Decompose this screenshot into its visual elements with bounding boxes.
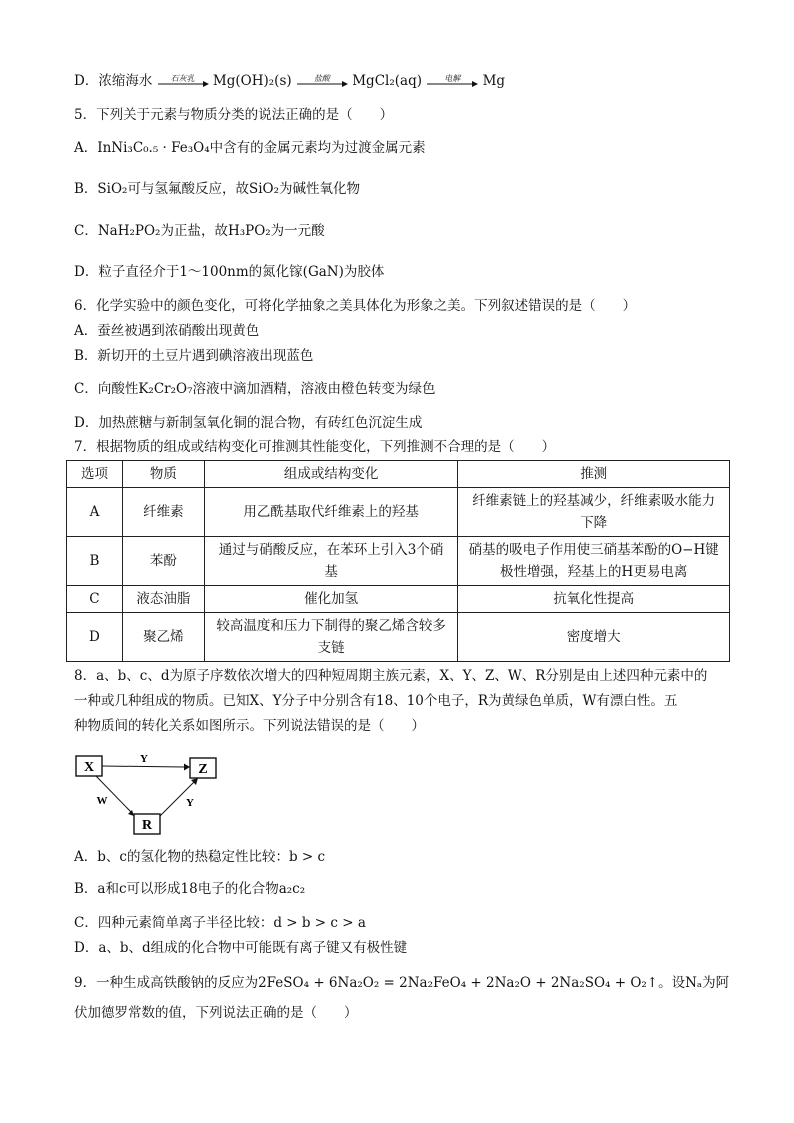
- node-z-label: Z: [198, 762, 208, 777]
- arrow-3-label: 电解: [444, 73, 461, 83]
- arrowhead-icon: [128, 810, 134, 816]
- q4d-mid2: MgCl₂(aq): [352, 73, 422, 89]
- q8-option-d: D．a、b、d组成的化合物中可能既有离子键又有极性键: [74, 940, 408, 956]
- right-arrow-icon: [426, 81, 478, 87]
- q6-option-a: A．蚕丝被遇到浓硝酸出现黄色: [74, 323, 260, 339]
- q8-stem-line-3: 种物质间的转化关系如图所示。下列说法错误的是（ ）: [74, 718, 425, 734]
- table-row: [67, 537, 730, 586]
- q5-option-d: D．粒子直径介于1～100nm的氮化镓(GaN)为胶体: [74, 264, 385, 280]
- table-header-cell: 物质: [122, 461, 204, 488]
- q5-option-b: B．SiO₂可与氢氟酸反应，故SiO₂为碱性氧化物: [74, 181, 361, 197]
- q5-option-c: C．NaH₂PO₂为正盐，故H₃PO₂为一元酸: [74, 223, 325, 239]
- inference-cell: 纤维素链上的羟基减少，纤维素吸水能力下降: [458, 488, 730, 537]
- q7-stem: 7．根据物质的组成或结构变化可推测其性能变化，下列推测不合理的是（ ）: [74, 439, 556, 455]
- substance-cell: 聚乙烯: [122, 613, 204, 662]
- inference-cell: 抗氧化性提高: [458, 586, 730, 613]
- q9-stem-line-2: 伏加德罗常数的值，下列说法正确的是（ ）: [74, 1005, 358, 1021]
- change-cell: 催化加氢: [204, 586, 458, 613]
- node-r-label: R: [141, 818, 153, 833]
- change-cell: 通过与硝酸反应，在苯环上引入3个硝基: [204, 537, 458, 586]
- reaction-arrow-3: [426, 75, 478, 89]
- node-x-label: X: [83, 760, 95, 775]
- table-row: [67, 613, 730, 662]
- q8-option-b: B．a和c可以形成18电子的化合物a₂c₂: [74, 881, 306, 897]
- option-cell: D: [67, 613, 123, 662]
- q8-stem-line-1: 8．a、b、c、d为原子序数依次增大的四种短周期主族元素，X、Y、Z、W、R分别是由上述四种元素中的: [74, 668, 708, 684]
- q8-stem-line-2: 一种或几种组成的物质。已知X、Y分子中分别含有18、10个电子，R为黄绿色单质，W有漂白性。五: [74, 693, 678, 709]
- substance-cell: 苯酚: [122, 537, 204, 586]
- edge-x-r-label: W: [96, 795, 108, 807]
- q8-option-c: C．四种元素简单离子半径比较：d > b > c > a: [74, 915, 366, 931]
- option-cell: B: [67, 537, 123, 586]
- q8-reaction-diagram: [66, 744, 236, 844]
- table-row: [67, 586, 730, 613]
- q9-stem-line-1: 9．一种生成高铁酸钠的反应为2FeSO₄ + 6Na₂O₂ = 2Na₂FeO₄ + 2Na₂O + 2Na₂SO₄ + O₂↑。设Nₐ为阿: [74, 975, 730, 991]
- q8-option-a: A．b、c的氢化物的热稳定性比较：b > c: [74, 849, 326, 865]
- reaction-arrow-1: [157, 75, 209, 89]
- arrow-2-label: 盐酸: [313, 73, 330, 83]
- right-arrow-icon: [157, 81, 209, 87]
- q4d-prefix: D．浓缩海水: [74, 73, 153, 89]
- q6-option-d: D．加热蔗糖与新制氢氧化铜的混合物，有砖红色沉淀生成: [74, 415, 423, 431]
- q6-option-c: C．向酸性K₂Cr₂O₇溶液中滴加酒精，溶液由橙色转变为绿色: [74, 381, 436, 397]
- change-cell: 用乙酰基取代纤维素上的羟基: [204, 488, 458, 537]
- table-header-cell: 组成或结构变化: [204, 461, 458, 488]
- table-row: [67, 488, 730, 537]
- q4-option-d: [74, 72, 505, 90]
- table-header-cell: 选项: [67, 461, 123, 488]
- option-cell: C: [67, 586, 123, 613]
- inference-cell: 硝基的吸电子作用使三硝基苯酚的O−H键极性增强，羟基上的H更易电离: [458, 537, 730, 586]
- q5-option-a: A．InNi₃C₀.₅ · Fe₃O₄中含有的金属元素均为过渡金属元素: [74, 140, 426, 156]
- inference-cell: 密度增大: [458, 613, 730, 662]
- edge-r-z-label: Y: [186, 797, 194, 809]
- edge-x-z-label: Y: [140, 753, 148, 765]
- q5-stem: 5．下列关于元素与物质分类的说法正确的是（ ）: [74, 107, 394, 123]
- table-header-row: [67, 461, 730, 488]
- substance-cell: 液态油脂: [122, 586, 204, 613]
- arrow-1-label: 石灰乳: [170, 73, 195, 83]
- substance-cell: 纤维素: [122, 488, 204, 537]
- q4d-mid1: Mg(OH)₂(s): [212, 73, 292, 89]
- arrowhead-icon: [184, 764, 190, 771]
- option-cell: A: [67, 488, 123, 537]
- change-cell: 较高温度和压力下制得的聚乙烯含较多支链: [204, 613, 458, 662]
- q6-option-b: B．新切开的土豆片遇到碘溶液出现蓝色: [74, 348, 314, 364]
- reaction-arrow-2: [296, 75, 348, 89]
- table-header-cell: 推测: [458, 461, 730, 488]
- edge-x-z: [102, 766, 184, 767]
- q6-stem: 6．化学实验中的颜色变化，可将化学抽象之美具体化为形象之美。下列叙述错误的是（ ）: [74, 298, 637, 314]
- q4d-end: Mg: [482, 73, 506, 89]
- q7-table: [66, 460, 730, 662]
- right-arrow-icon: [296, 81, 348, 87]
